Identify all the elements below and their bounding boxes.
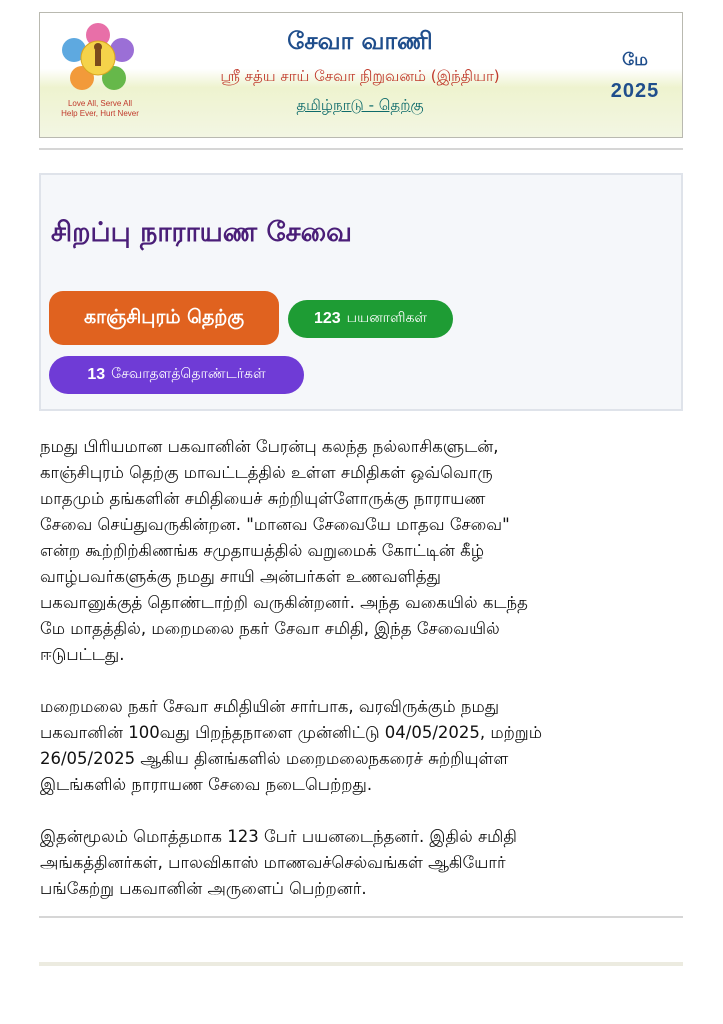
volunteers-label: சேவாதளத்தொண்டர்கள் (111, 366, 266, 382)
paragraph (40, 824, 685, 902)
text-line: ஈடுபட்டது. (40, 645, 125, 664)
text-line: பகவானின் 100வது பிறந்தநாளை முன்னிட்டு 04/05/2025, மற்றும் (40, 723, 542, 742)
text-line: மறைமலை நகர் சேவா சமிதியின் சார்பாக, வரவிருக்கும் நமது (40, 697, 500, 716)
volunteers-count: 13 (87, 366, 106, 383)
issue-month: மே (622, 50, 648, 70)
paragraph (40, 434, 685, 668)
beneficiaries-badge (288, 300, 453, 338)
article-body (40, 434, 685, 928)
logo-tagline: Love All, Serve All Help Ever, Hurt Never (61, 99, 139, 118)
text-line: மே மாதத்தில், மறைமலை நகர் சேவா சமிதி, இந்த சேவையில் (40, 619, 500, 638)
beneficiaries-count: 123 (313, 310, 341, 327)
text-line: வாழ்பவர்களுக்கு நமது சாயி அன்பர்கள் உணவளித்து (40, 567, 441, 586)
text-line: காஞ்சிபுரம் தெற்கு மாவட்டத்தில் உள்ள சமிதிகள் ஒவ்வொரு (40, 463, 493, 482)
event-summary-card (39, 173, 683, 411)
text-line: நமது பிரியமான பகவானின் பேரன்பு கலந்த நல்லாசிகளுடன், (40, 437, 499, 456)
location-badge: காஞ்சிபுரம் தெற்கு (49, 291, 279, 345)
newsletter-header (39, 12, 683, 138)
text-line: இடங்களில் நாராயண சேவை நடைபெற்றது. (40, 775, 373, 794)
text-line: இதன்மூலம் மொத்தமாக 123 பேர் பயனடைந்தனர். இதில் சமிதி (40, 827, 517, 846)
text-line: பங்கேற்று பகவானின் அருளைப் பெற்றனர். (40, 879, 367, 898)
text-line: அங்கத்தினர்கள், பாலவிகாஸ் மாணவச்செல்வங்கள் ஆகியோர் (40, 853, 506, 872)
organisation-name: ஸ்ரீ சத்ய சாய் சேவா நிறுவனம் (இந்தியா) (220, 67, 500, 85)
divider (39, 916, 683, 918)
beneficiaries-label: பயனாளிகள் (346, 310, 428, 326)
event-title: சிறப்பு நாராயண சேவை (51, 217, 353, 248)
footer-divider (39, 962, 683, 966)
text-line: 26/05/2025 ஆகிய தினங்களில் மறைமலைநகரைச் சுற்றியுள்ள (40, 749, 509, 768)
paragraph (40, 694, 685, 798)
divider (39, 148, 683, 150)
text-line: என்ற கூற்றிற்கிணங்க சமுதாயத்தில் வறுமைக் கோட்டின் கீழ் (40, 541, 485, 560)
newsletter-title: சேவா வாணி (287, 27, 433, 55)
text-line: மாதமும் தங்களின் சமிதியைச் சுற்றியுள்ளோருக்கு நாராயண (40, 489, 486, 508)
issue-year: 2025 (610, 80, 660, 102)
text-line: சேவை செய்துவருகின்றன. "மானவ சேவையே மாதவ சேவை" (40, 515, 510, 534)
text-line: பகவானுக்குத் தொண்டாற்றி வருகின்றனர். அந்த வகையில் கடந்த (40, 593, 528, 612)
volunteers-badge (49, 356, 304, 394)
region-link[interactable]: தமிழ்நாடு - தெற்கு (296, 96, 424, 114)
sai-organisation-logo (60, 22, 136, 94)
